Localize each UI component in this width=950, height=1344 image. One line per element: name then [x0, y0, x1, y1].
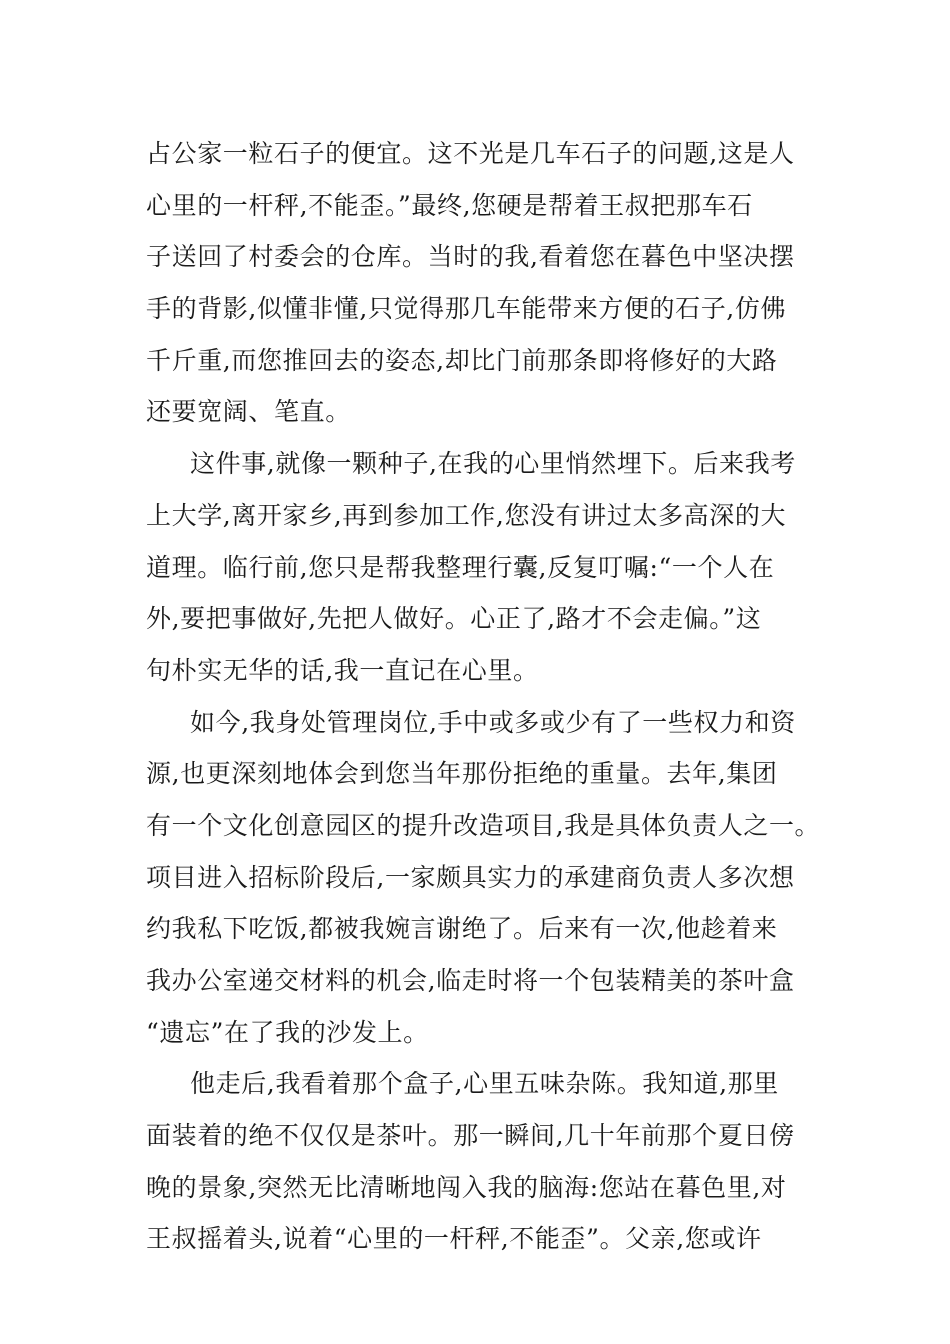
paragraph-4: [146, 1058, 826, 1265]
paragraph-1: [146, 128, 826, 438]
text-line: 他走后,我看着那个盒子,心里五味杂陈。我知道,那里: [190, 1069, 779, 1099]
paragraph-2: [146, 438, 826, 696]
text-line: 外,要把事做好,先把人做好。心正了,路才不会走偏。”这: [146, 604, 762, 634]
text-line: 子送回了村委会的仓库。当时的我,看着您在暮色中坚决摆: [146, 242, 795, 272]
text-line: 约我私下吃饭,都被我婉言谢绝了。后来有一次,他趁着来: [146, 914, 778, 944]
text-line: 源,也更深刻地体会到您当年那份拒绝的重量。去年,集团: [146, 759, 778, 789]
text-line: 我办公室递交材料的机会,临走时将一个包装精美的茶叶盒: [146, 966, 795, 995]
text-line: 还要宽阔、笔直。: [146, 397, 351, 427]
text-line: “遗忘”在了我的沙发上。: [146, 1017, 429, 1047]
text-line: 占公家一粒石子的便宜。这不光是几车石子的问题,这是人: [146, 139, 795, 168]
text-line: 心里的一杆秤,不能歪。”最终,您硬是帮着王叔把那车石: [146, 190, 753, 220]
body-text: [146, 128, 826, 1265]
text-line: 面装着的绝不仅仅是茶叶。那一瞬间,几十年前那个夏日傍: [146, 1121, 795, 1151]
text-line: 句朴实无华的话,我一直记在心里。: [146, 655, 539, 685]
text-line: 如今,我身处管理岗位,手中或多或少有了一些权力和资: [190, 707, 796, 737]
text-line: 项目进入招标阶段后,一家颇具实力的承建商负责人多次想: [146, 862, 795, 892]
text-line: 手的背影,似懂非懂,只觉得那几车能带来方便的石子,仿佛: [146, 294, 787, 324]
text-line: 道理。临行前,您只是帮我整理行囊,反复叮嘱:“一个人在: [146, 552, 775, 582]
text-line: 晚的景象,突然无比清晰地闯入我的脑海:您站在暮色里,对: [146, 1172, 787, 1202]
paragraph-3: [146, 697, 826, 1059]
text-line: 有一个文化创意园区的提升改造项目,我是具体负责人之一。: [146, 810, 821, 840]
text-line: 这件事,就像一颗种子,在我的心里悄然埋下。后来我考: [190, 449, 796, 479]
text-line: 王叔摇着头,说着“心里的一杆秤,不能歪”。父亲,您或许: [146, 1224, 762, 1254]
text-line: 千斤重,而您推回去的姿态,却比门前那条即将修好的大路: [146, 345, 778, 375]
text-line: 上大学,离开家乡,再到参加工作,您没有讲过太多高深的大: [146, 500, 787, 530]
